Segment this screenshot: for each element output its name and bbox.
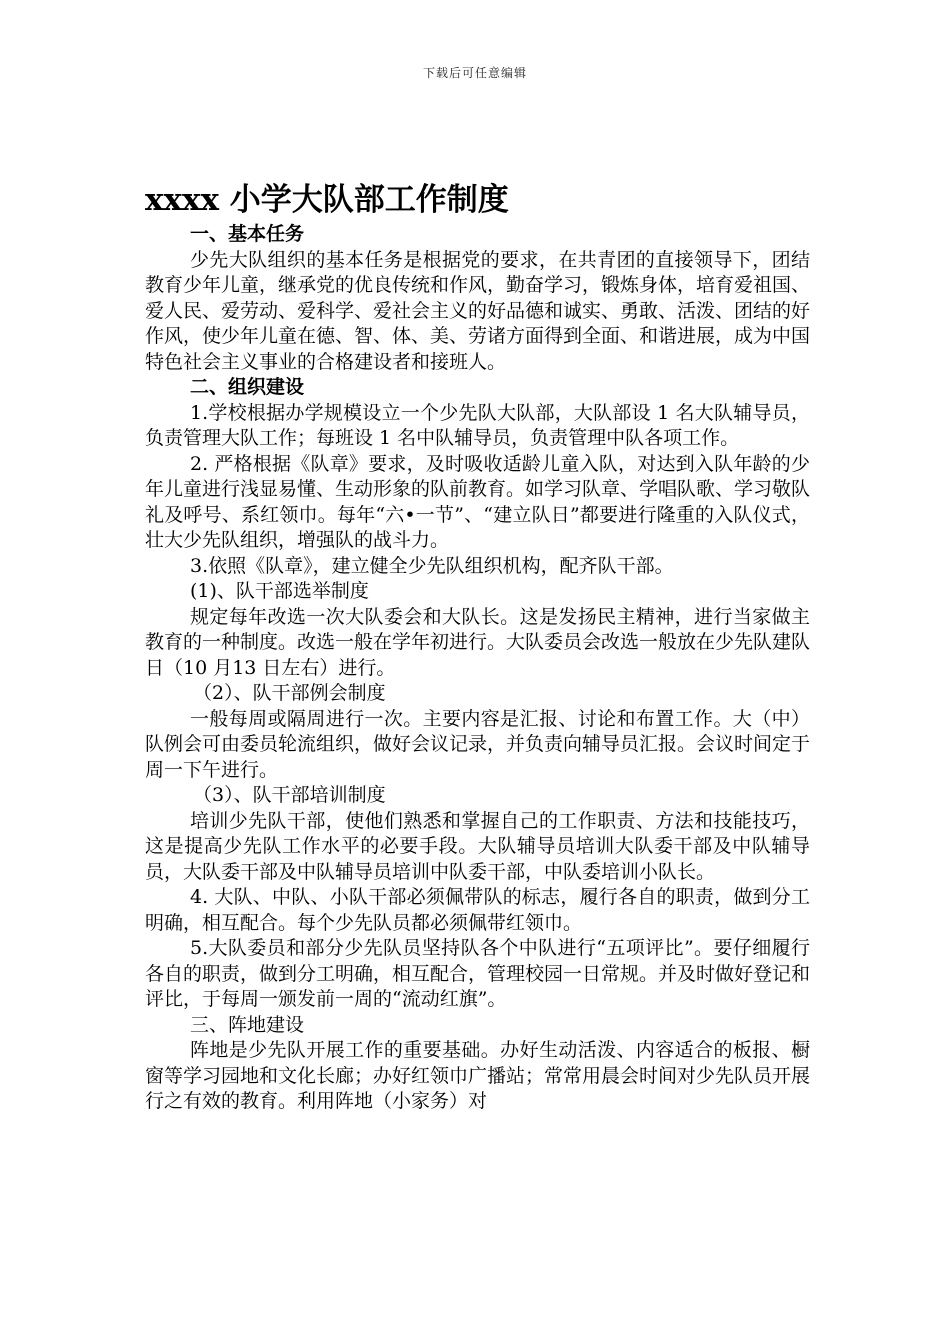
- document-body: [145, 178, 810, 1115]
- document-title: xxxx 小学大队部工作制度: [145, 182, 509, 218]
- paragraph: 3.依照《队章》，建立健全少先队组织机构，配齐队干部。: [190, 554, 674, 577]
- section-heading-basic-tasks: 一、基本任务: [190, 223, 305, 245]
- paragraph: 规定每年改选一次大队委会和大队长。这是发扬民主精神，进行当家做主教育的一种制度。改选一般在学年初进行。大队委员会改选一般放在少先队建队日（10 月13 日左右）进行。: [145, 605, 811, 679]
- paragraph: 少先大队组织的基本任务是根据党的要求，在共青团的直接领导下，团结教育少年儿童，继承党的优良传统和作风，勤奋学习，锻炼身体，培育爱祖国、爱人民、爱劳动、爱科学、爱社会主义的好品德和诚实、勇敢、活泼、团结的好作风，使少年儿童在德、智、体、美、劳诸方面得到全面、和谐进展，成为中国特色社会主义事业的合格建设者和接班人。: [145, 248, 811, 373]
- paragraph: 5.大队委员和部分少先队员坚持队各个中队进行“五项评比”。要仔细履行各自的职责，做到分工明确，相互配合，管理校园一日常规。并及时做好登记和评比，于每周一颁发前一周的“流动红旗”。: [145, 937, 811, 1010]
- page-header-note: 下载后可任意编辑: [422, 66, 527, 80]
- subheading: （3）、队干部培训制度: [193, 784, 386, 806]
- section-heading-position: 三、阵地建设: [190, 1013, 305, 1036]
- subheading: （2）、队干部例会制度: [193, 682, 386, 704]
- paragraph: 1.学校根据办学规模设立一个少先队大队部，大队部设 1 名大队辅导员，负责管理大队工作；每班设 1 名中队辅导员，负责管理中队各项工作。: [145, 401, 810, 449]
- paragraph: 一般每周或隔周进行一次。主要内容是汇报、讨论和布置工作。大（中）队例会可由委员轮流组织，做好会议记录，并负责向辅导员汇报。会议时间定于周一下午进行。: [145, 707, 811, 781]
- section-heading-organization: 二、组织建设: [190, 376, 305, 398]
- paragraph: 培训少先队干部，使他们熟悉和掌握自己的工作职责、方法和技能技巧，这是提高少先队工作水平的必要手段。大队辅导员培训大队委干部及中队辅导员，大队委干部及中队辅导员培训中队委干部，中队委培训小队长。: [145, 809, 810, 883]
- paragraph: 2. 严格根据《队章》要求，及时吸收适龄儿童入队，对达到入队年龄的少年儿童进行浅显易懂、生动形象的队前教育。如学习队章、学唱队歌、学习敬队礼及呼号、系红领巾。每年“六•一节”、“建立队日”都要进行隆重的入队仪式，壮大少先队组织，增强队的战斗力。: [145, 452, 811, 551]
- subheading: (1)、队干部选举制度: [190, 580, 369, 602]
- paragraph: 4. 大队、中队、小队干部必须佩带队的标志，履行各自的职责，做到分工明确，相互配合。每个少先队员都必须佩带红领巾。: [145, 886, 810, 934]
- paragraph: 阵地是少先队开展工作的重要基础。办好生动活泼、内容适合的板报、橱窗等学习园地和文化长廊；办好红领巾广播站；常常用晨会时间对少先队员开展行之有效的教育。利用阵地（小家务）对: [145, 1039, 811, 1112]
